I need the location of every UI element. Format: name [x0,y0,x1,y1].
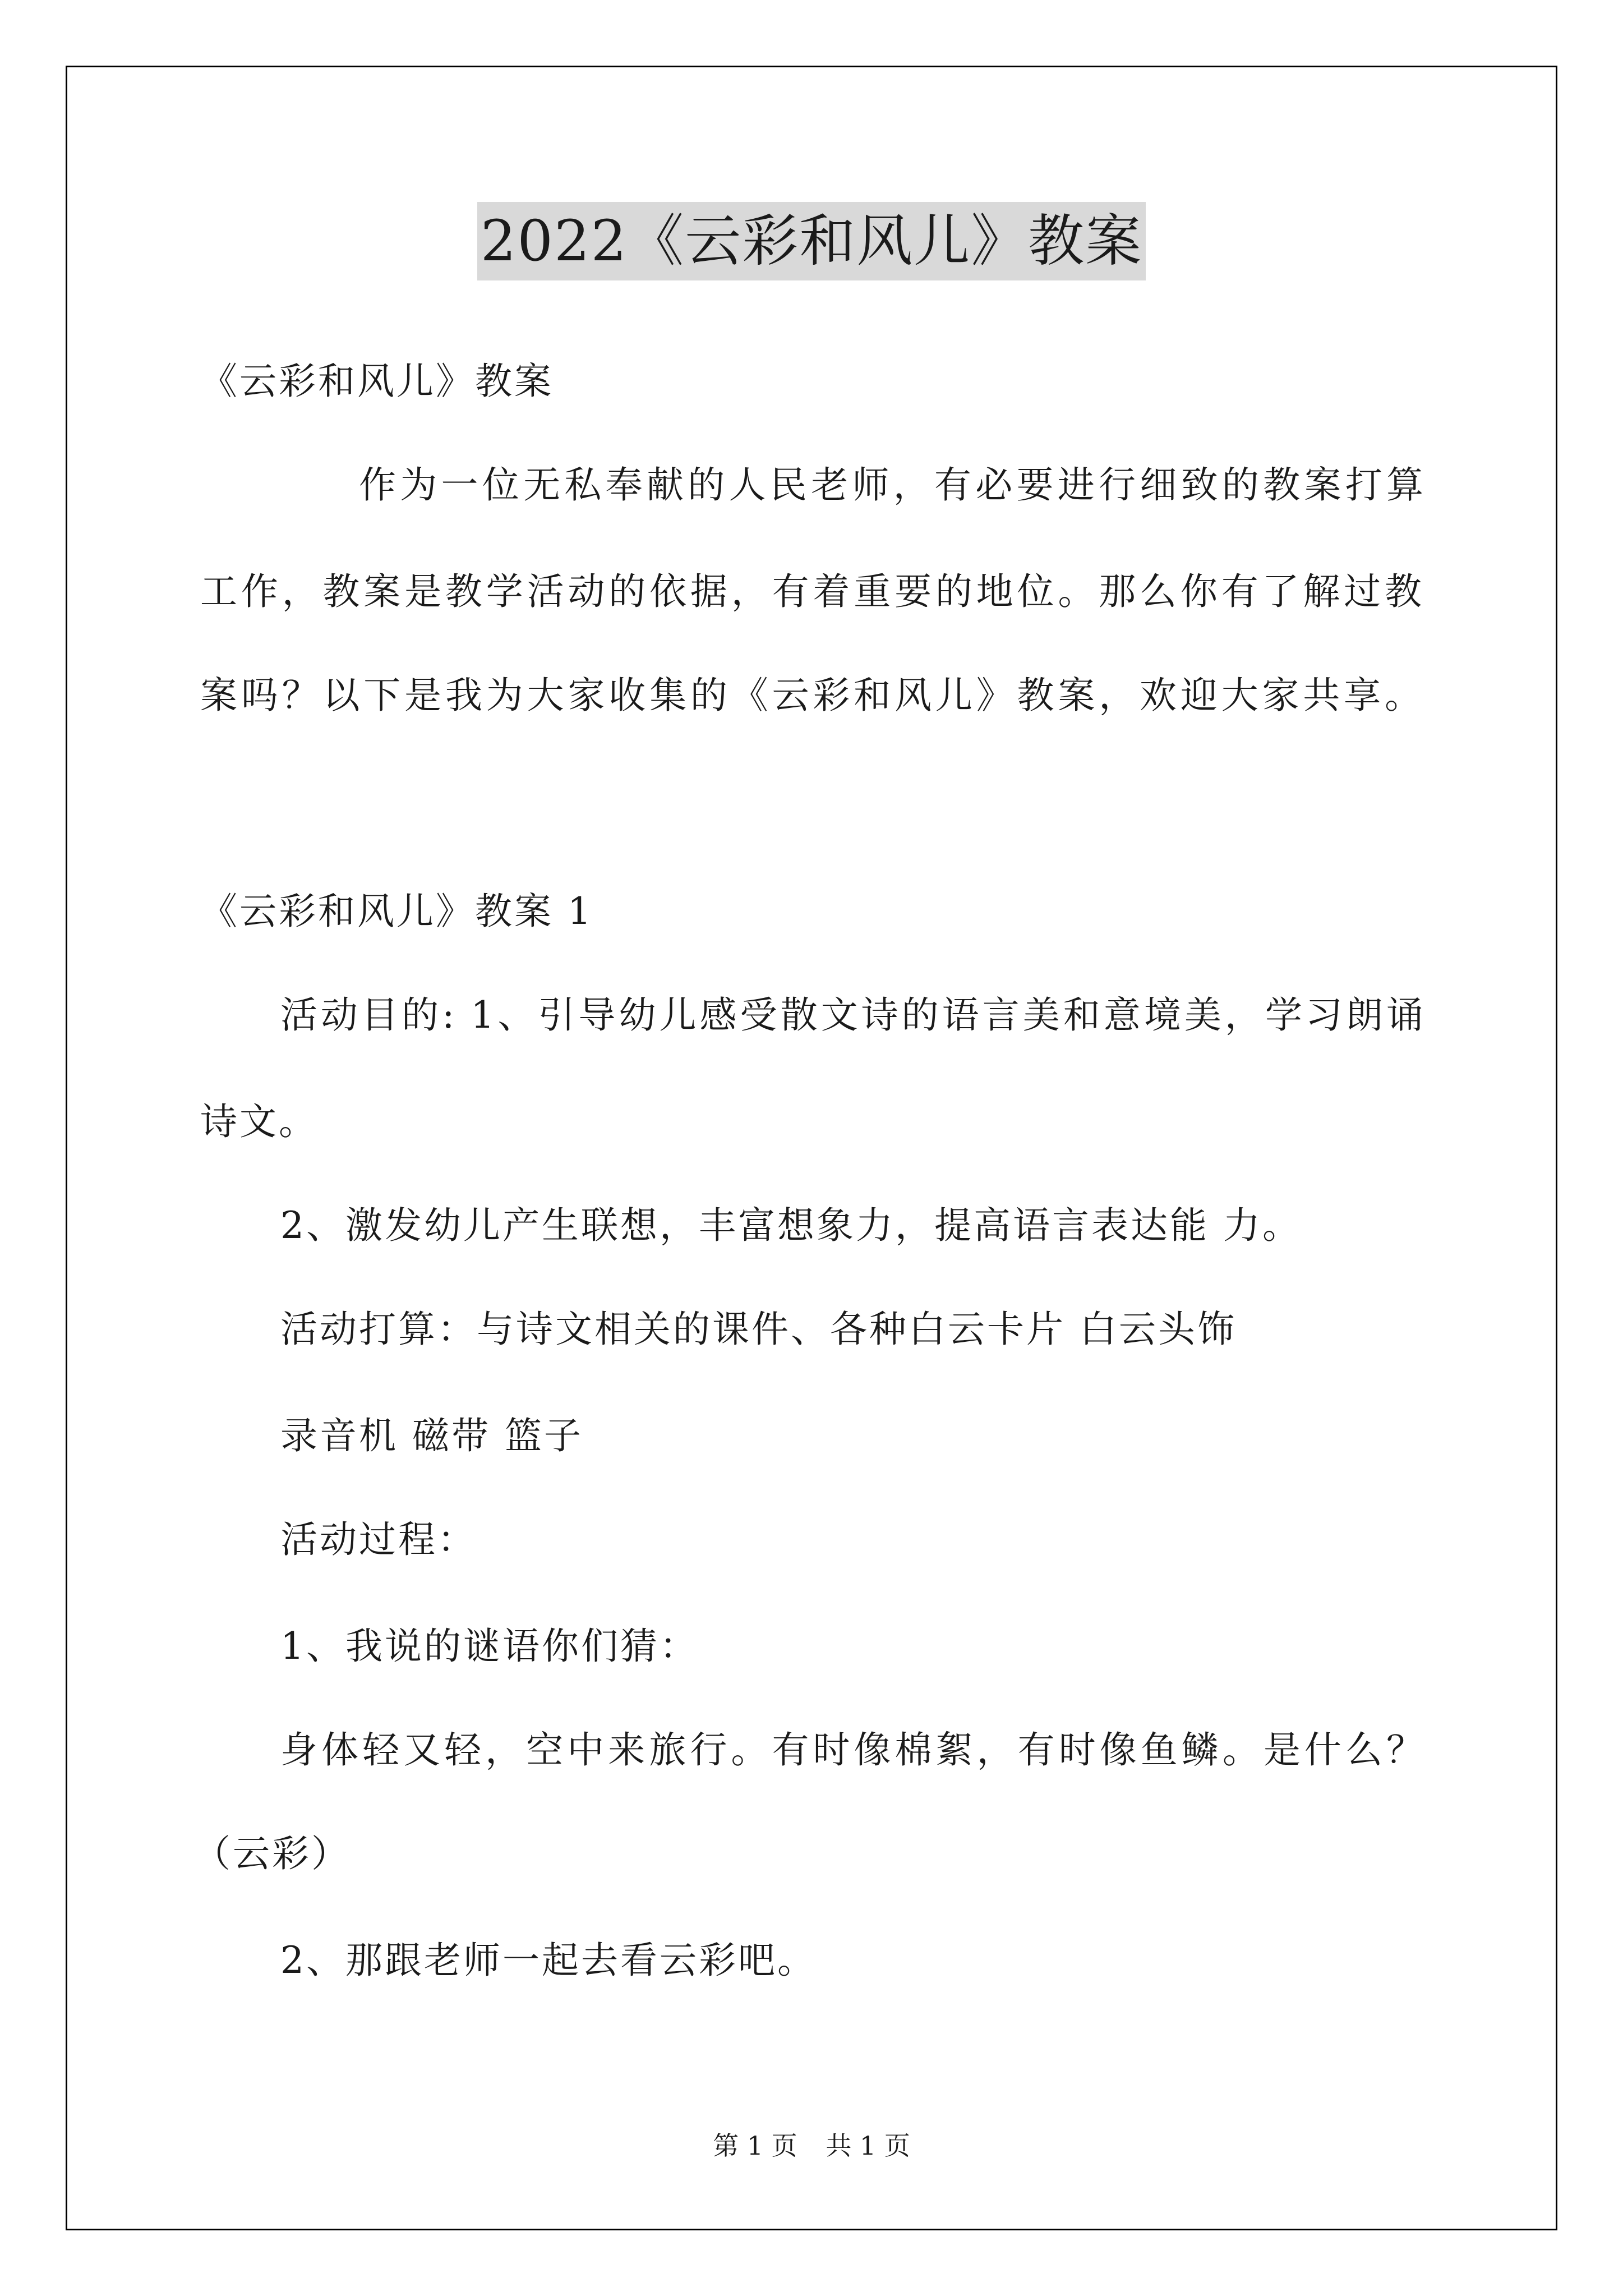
process-heading: 活动过程： [280,1518,477,1561]
page-number-total: 共 1 页 [826,2131,910,2161]
process-step-2: 2、那跟老师一起去看云彩吧。 [280,1939,817,1982]
prep-line-2: 录音机 磁带 篮子 [280,1414,583,1457]
page-footer [0,2129,1623,2162]
goal-line-2: 2、激发幼儿产生联想，丰富想象力，提高语言表达能 力。 [280,1204,1302,1247]
goal-line-1: 活动目的: 1、引导幼儿感受散文诗的语言美和意境美，学习朗诵 [280,993,1424,1037]
intro-line-2: 工作，教案是教学活动的依据，有着重要的地位。那么你有了解过教 [200,570,1423,613]
section-heading: 《云彩和风儿》教案 1 [200,890,593,933]
riddle-answer: （云彩） [193,1832,351,1875]
title-container [0,202,1623,280]
riddle-line: 身体轻又轻，空中来旅行。有时像棉絮，有时像鱼鳞。是什么？ [280,1728,1424,1772]
prep-line-1: 活动打算：与诗文相关的课件、各种白云卡片 白云头饰 [280,1308,1237,1351]
subtitle-line: 《云彩和风儿》教案 [200,360,554,403]
intro-line-1: 作为一位无私奉献的人民老师，有必要进行细致的教案打算 [359,463,1424,507]
process-step-1: 1、我说的谜语你们猜： [280,1625,699,1668]
goal-line-1-cont: 诗文。 [200,1100,318,1143]
document-title: 2022《云彩和风儿》教案 [477,202,1146,280]
intro-line-3: 案吗？以下是我为大家收集的《云彩和风儿》教案，欢迎大家共享。 [200,674,1423,717]
page-number-current: 第 1 页 [713,2131,797,2161]
